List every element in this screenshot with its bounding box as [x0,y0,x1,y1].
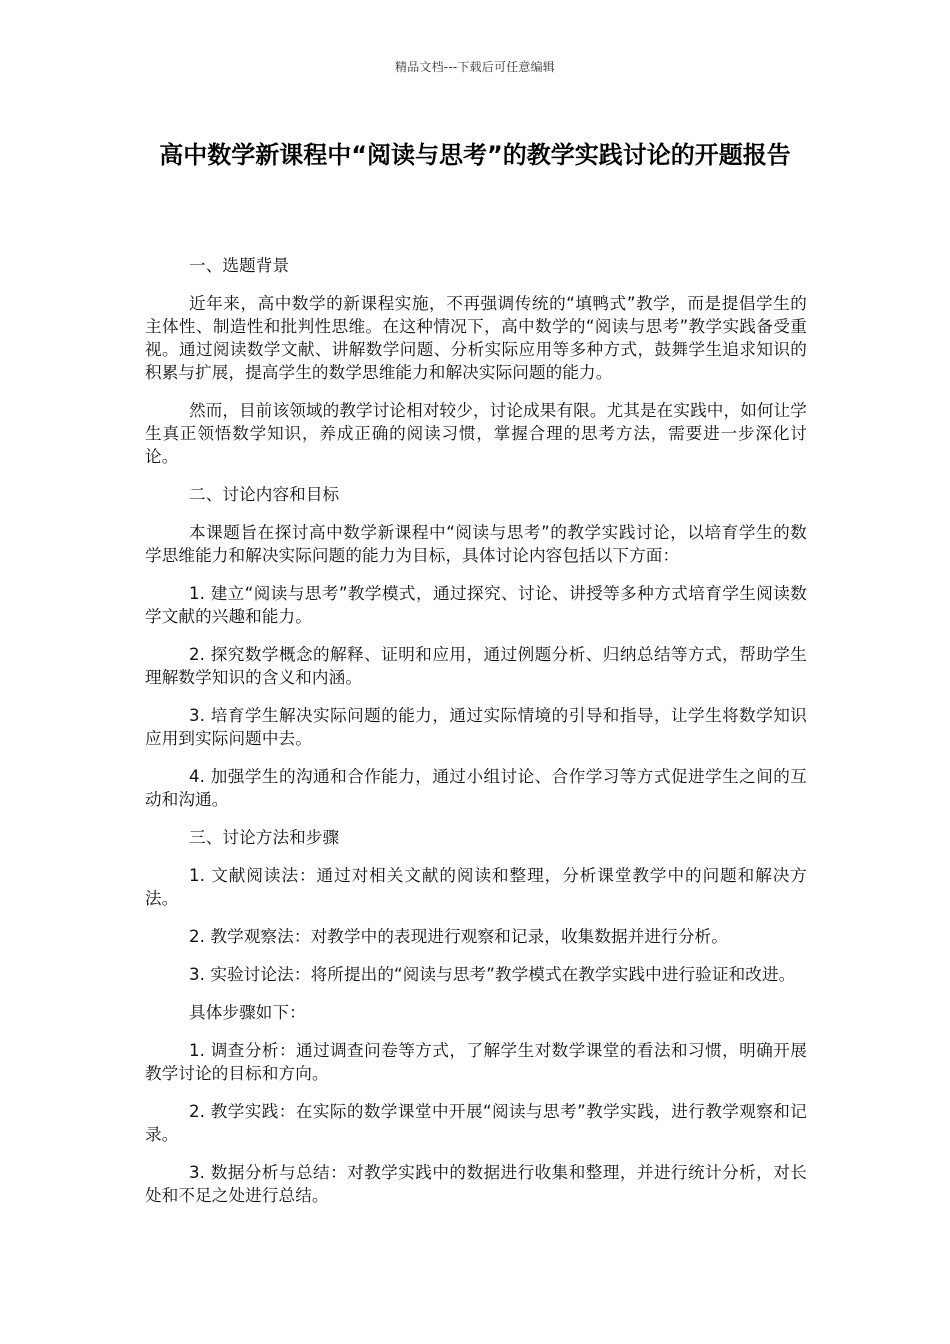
list-item: 3. 实验讨论法：将所提出的“阅读与思考”教学模式在教学实践中进行验证和改进。 [189,965,796,984]
list-item: 2. 教学观察法：对教学中的表现进行观察和记录，收集数据并进行分析。 [189,927,728,946]
list-item: 2. 探究数学概念的解释、证明和应用，通过例题分析、归纳总结等方式，帮助学生理解数学知识的含义和内涵。 [145,645,807,687]
document-title: 高中数学新课程中“阅读与思考”的教学实践讨论的开题报告 [159,141,791,169]
section-heading-content-goals: 二、讨论内容和目标 [189,485,340,504]
paragraph: 本课题旨在探讨高中数学新课程中“阅读与思考”的教学实践讨论，以培育学生的数学思维能力和解决实际问题的能力为目标，具体讨论内容包括以下方面： [145,523,807,565]
list-item: 3. 数据分析与总结：对教学实践中的数据进行收集和整理，并进行统计分析，对长处和不足之处进行总结。 [145,1163,807,1205]
paragraph: 近年来，高中数学的新课程实施，不再强调传统的“填鸭式”教学，而是提倡学生的主体性、制造性和批判性思维。在这种情况下，高中数学的“阅读与思考”教学实践备受重视。通过阅读数学文献、讲解数学问题、分析实际应用等多种方式，鼓舞学生追求知识的积累与扩展，提高学生的数学思维能力和解决实际问题的能力。 [145,294,807,382]
list-item: 1. 文献阅读法：通过对相关文献的阅读和整理，分析课堂教学中的问题和解决方法。 [145,866,807,908]
list-item: 2. 教学实践：在实际的数学课堂中开展“阅读与思考”教学实践，进行教学观察和记录。 [145,1102,807,1144]
list-item: 1. 调查分析：通过调查问卷等方式，了解学生对数学课堂的看法和习惯，明确开展教学讨论的目标和方向。 [145,1041,807,1083]
list-item: 1. 建立“阅读与思考”教学模式，通过探究、讨论、讲授等多种方式培育学生阅读数学文献的兴趣和能力。 [145,584,807,626]
list-item: 3. 培育学生解决实际问题的能力，通过实际情境的引导和指导，让学生将数学知识应用到实际问题中去。 [145,706,807,748]
list-item: 4. 加强学生的沟通和合作能力，通过小组讨论、合作学习等方式促进学生之间的互动和沟通。 [145,767,807,809]
page-header: 精品文档---下载后可任意编辑 [395,60,555,74]
section-heading-methods-steps: 三、讨论方法和步骤 [189,828,340,847]
section-heading-background: 一、选题背景 [189,256,290,275]
document-body [145,254,807,1222]
paragraph: 然而，目前该领域的教学讨论相对较少，讨论成果有限。尤其是在实践中，如何让学生真正领悟数学知识，养成正确的阅读习惯，掌握合理的思考方法，需要进一步深化讨论。 [145,401,807,466]
paragraph: 具体步骤如下： [189,1003,306,1022]
